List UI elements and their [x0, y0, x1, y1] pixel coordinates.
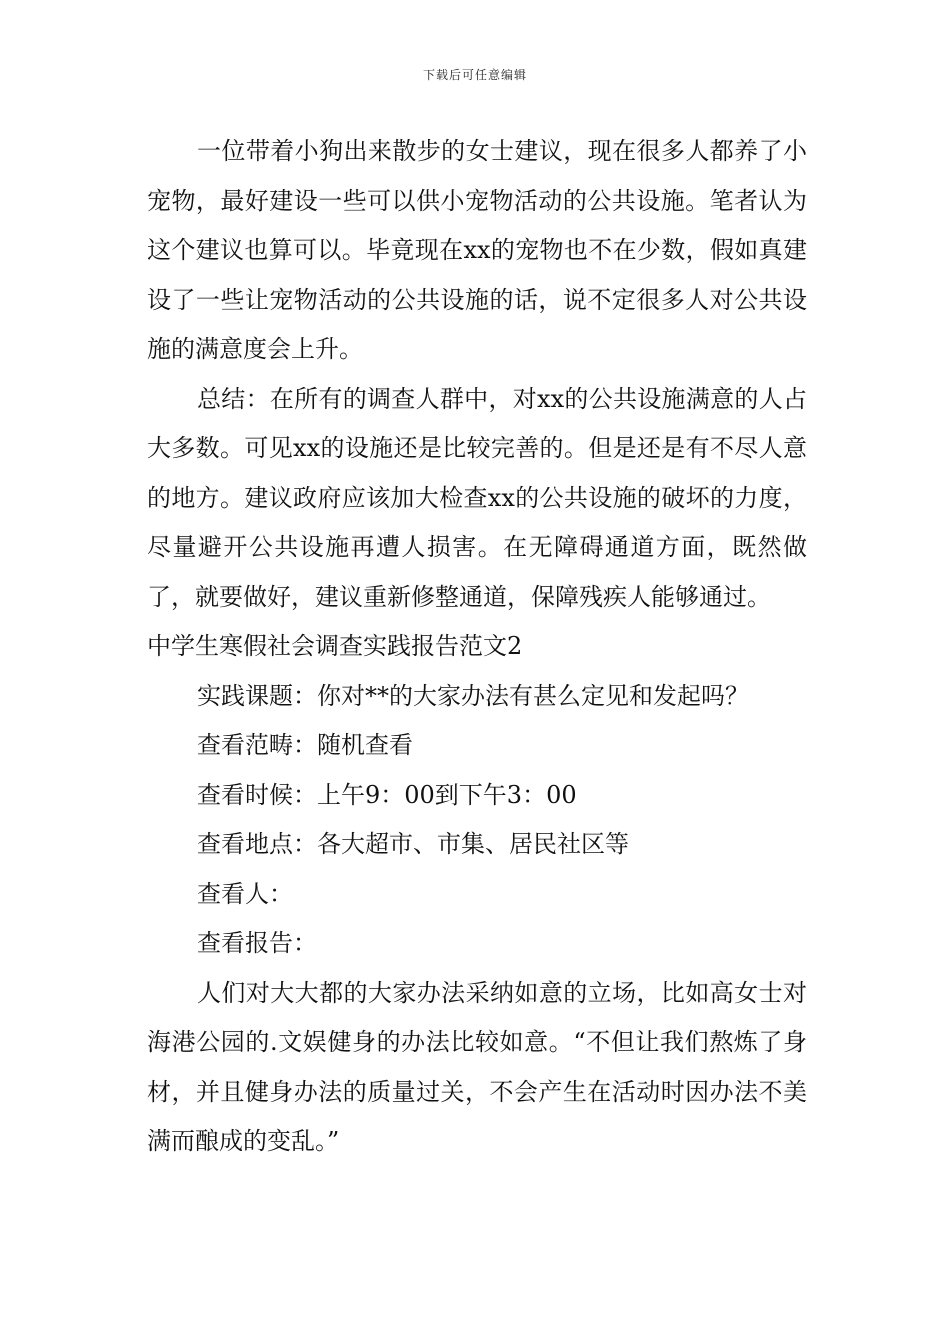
paragraph-pet-facilities: 一位带着小狗出来散步的女士建议，现在很多人都养了小宠物，最好建设一些可以供小宠物活动的公共设施。笔者认为这个建议也算可以。毕竟现在xx的宠物也不在少数，假如真建设了一些让宠物活动的公共设施的话，说不定很多人对公共设施的满意度会上升。 — [147, 137, 807, 363]
section-title: 中学生寒假社会调查实践报告范文2 — [147, 632, 523, 660]
field-surveyor: 查看人： — [197, 879, 293, 908]
paragraph-closing: 人们对大大都的大家办法采纳如意的立场，比如高女士对海港公园的.文娱健身的办法比较如意。“不但让我们熬炼了身材，并且健身办法的质量过关，不会产生在活动时因办法不美满而酿成的变乱。” — [147, 978, 807, 1155]
page-header-note: 下载后可任意编辑 — [422, 68, 527, 82]
field-survey-report: 查看报告： — [197, 929, 317, 957]
field-survey-scope: 查看范畴：随机查看 — [197, 731, 413, 759]
document-body — [147, 127, 807, 1167]
field-survey-location: 查看地点：各大超市、市集、居民社区等 — [197, 830, 629, 858]
paragraph-summary: 总结：在所有的调查人群中，对xx的公共设施满意的人占大多数。可见xx的设施还是比较完善的。但是还是有不尽人意的地方。建议政府应该加大检查xx的公共设施的破坏的力度，尽量避开公共设施再遭人损害。在无障碍通道方面，既然做了，就要做好，建议重新修整通道，保障残疾人能够通过。 — [147, 384, 807, 611]
field-survey-time: 查看时候：上午9：00到下午3：00 — [197, 780, 577, 809]
field-practice-topic: 实践课题：你对**的大家办法有甚么定见和发起吗？ — [197, 681, 749, 710]
